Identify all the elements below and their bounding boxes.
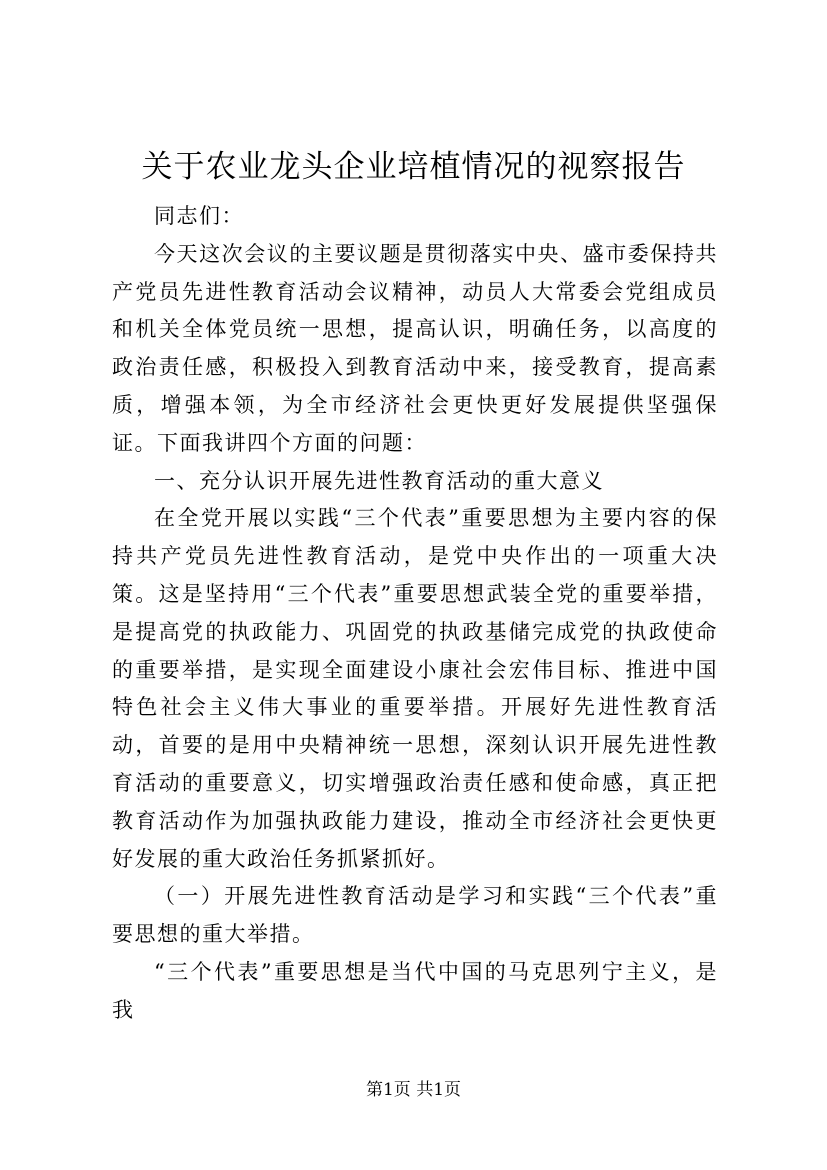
salutation: 同志们： bbox=[154, 204, 244, 228]
page-number: 第1页 共1页 bbox=[365, 1080, 462, 1100]
page-footer bbox=[0, 1078, 827, 1102]
paragraph: 今天这次会议的主要议题是贯彻落实中央、盛市委保持共产党员先进性教育活动会议精神，动员人大常委会党组成员和机关全体党员统一思想，提高认识，明确任务，以高度的政治责任感，积极投入到教育活动中来，接受教育，提高素质，增强本领，为全市经济社会更快更好发展提供坚强保证。下面我讲四个方面的问题： bbox=[112, 241, 718, 455]
section-heading: 一、充分认识开展先进性教育活动的重大意义 bbox=[154, 468, 604, 493]
document-body bbox=[112, 198, 718, 1030]
paragraph: 在全党开展以实践“三个代表”重要思想为主要内容的保持共产党员先进性教育活动，是党中央作出的一项重大决策。这是坚持用“三个代表”重要思想武装全党的重要举措，是提高党的执政能力、巩固党的执政基储完成党的执政使命的重要举措，是实现全面建设小康社会宏伟目标、推进中国特色社会主义伟大事业的重要举措。开展好先进性教育活动，首要的是用中央精神统一思想，深刻认识开展先进性教育活动的重要意义，切实增强政治责任感和使命感，真正把教育活动作为加强执政能力建设，推动全市经济社会更快更好发展的重大政治任务抓紧抓好。 bbox=[112, 506, 718, 871]
paragraph: “三个代表”重要思想是当代中国的马克思列宁主义，是我 bbox=[112, 959, 718, 1022]
subsection-heading: （一）开展先进性教育活动是学习和实践“三个代表”重要思想的重大举措。 bbox=[112, 884, 718, 947]
document-title: 关于农业龙头企业培植情况的视察报告 bbox=[141, 149, 686, 185]
